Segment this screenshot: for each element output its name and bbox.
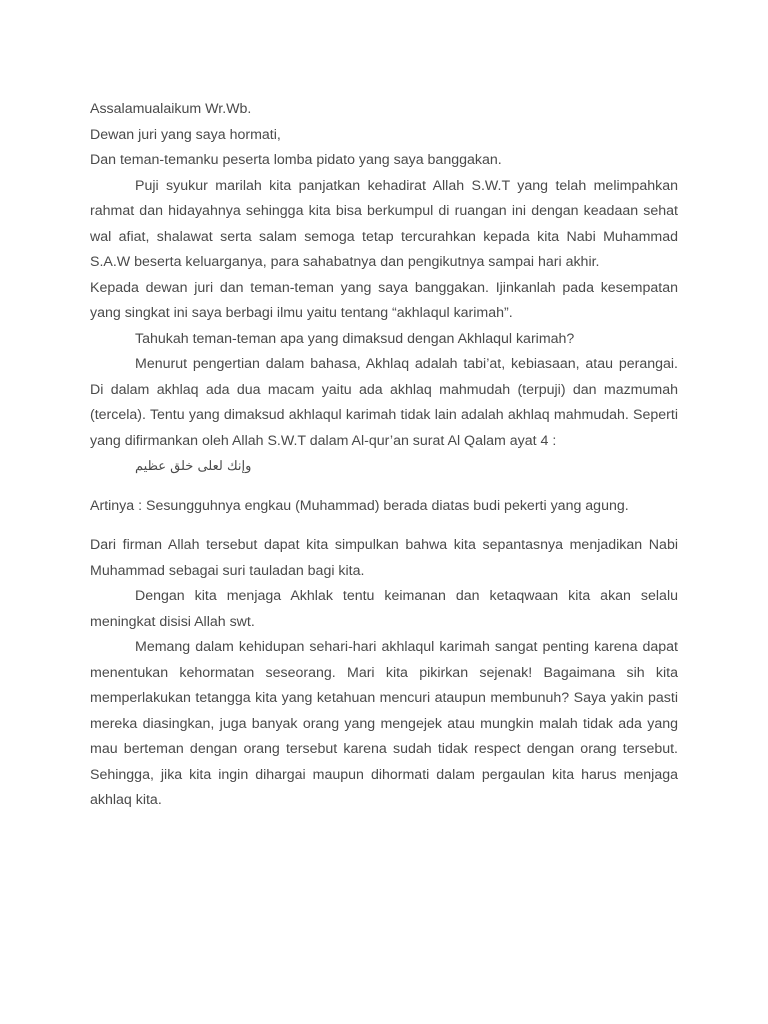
paragraph-opening: Puji syukur marilah kita panjatkan kehadirat Allah S.W.T yang telah melimpahkan rahmat dan hidayahnya sehingga kita bisa berkumpul di ruangan ini dengan keadaan sehat wal afiat, shalawat serta salam semoga tetap tercurahkan kepada kita Nabi Muhammad S.A.W beserta keluarganya, para sahabatnya dan pengikutnya sampai hari akhir.: [90, 177, 678, 270]
speech-text: [90, 97, 678, 814]
paragraph-daily-life: Memang dalam kehidupan sehari-hari akhlaqul karimah sangat penting karena dapat menentukan kehormatan seseorang. Mari kita pikirkan sejenak! Bagaimana sih kita memperlakukan tetangga kita yang ketahuan mencuri ataupun membunuh? Saya yakin pasti mereka diasingkan, juga banyak orang yang mengejek atau mungkin malah tidak ada yang mau berteman dengan orang tersebut karena sudah tidak respect dengan orang tersebut. Sehingga, jika kita ingin dihargai maupun dihormati dalam pergaulan kita harus menjaga akhlaq kita.: [90, 639, 678, 808]
arabic-verse: وإنك لعلى خلق عظيم: [135, 459, 252, 474]
paragraph-faith: Dengan kita menjaga Akhlak tentu keimanan dan ketaqwaan kita akan selalu meningkat disisi Allah swt.: [90, 588, 678, 630]
salutation: Assalamualaikum Wr.Wb.: [90, 101, 252, 117]
paragraph-conclusion: Dari firman Allah tersebut dapat kita simpulkan bahwa kita sepantasnya menjadikan Nabi Muhammad sebagai suri tauladan bagi kita.: [90, 537, 678, 579]
spacer: [90, 480, 678, 494]
greeting-friends: Dan teman-temanku peserta lomba pidato yang saya banggakan.: [90, 152, 502, 168]
greeting-jury: Dewan juri yang saya hormati,: [90, 126, 281, 143]
paragraph-question: Tahukah teman-teman apa yang dimaksud dengan Akhlaqul karimah?: [135, 330, 575, 347]
spacer: [90, 519, 678, 533]
paragraph-introduction: Kepada dewan juri dan teman-teman yang saya banggakan. Ijinkanlah pada kesempatan yang singkat ini saya berbagi ilmu yaitu tentang “akhlaqul karimah”.: [90, 279, 678, 321]
paragraph-definition: Menurut pengertian dalam bahasa, Akhlaq adalah tabi’at, kebiasaan, atau perangai. Di dalam akhlaq ada dua macam yaitu ada akhlaq mahmudah (terpuji) dan mazmumah (tercela). Tentu yang dimaksud akhlaqul karimah tidak lain adalah akhlaq mahmudah. Seperti yang difirmankan oleh Allah S.W.T dalam Al-qur’an surat Al Qalam ayat 4 :: [90, 356, 678, 449]
translation: Artinya : Sesungguhnya engkau (Muhammad) berada diatas budi pekerti yang agung.: [90, 497, 629, 514]
